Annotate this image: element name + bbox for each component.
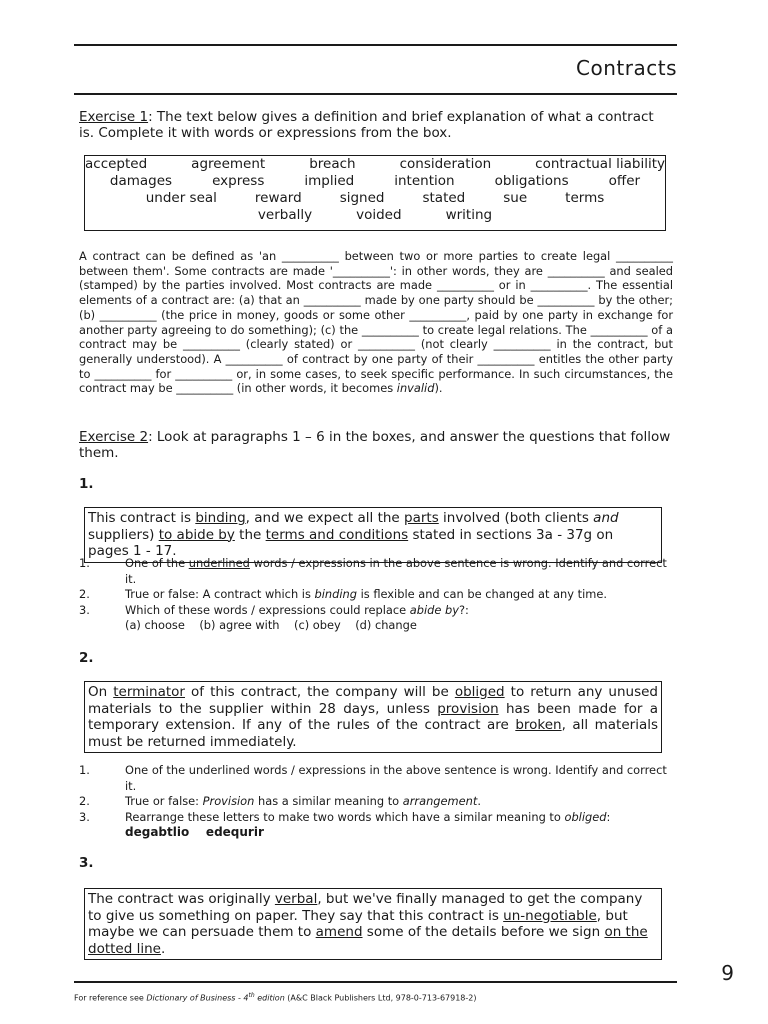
paragraph-box-2: On terminator of this contract, the company will be obliged to return any unused materials to the supplier within 28 days, unless provision has been made for a temporary extension. If any of the rules of the contract are broken, all materials must be returned immediately. bbox=[84, 681, 662, 753]
word: stated bbox=[422, 190, 466, 206]
word: intention bbox=[394, 173, 455, 189]
question-item: 2. True or false: A contract which is binding is flexible and can be changed at any time. bbox=[79, 587, 607, 601]
section-number-2: 2. bbox=[79, 650, 94, 666]
word: implied bbox=[304, 173, 355, 189]
word: obligations bbox=[494, 173, 569, 189]
word: breach bbox=[309, 156, 356, 172]
questions-2 bbox=[79, 763, 673, 841]
exercise1-instruction: Exercise 1: The text below gives a definition and brief explanation of what a contract is. Complete it with words or expressions from the box. bbox=[79, 109, 654, 141]
word: terms bbox=[565, 190, 605, 206]
word: writing bbox=[445, 207, 493, 223]
page-title: Contracts bbox=[576, 56, 677, 80]
word: reward bbox=[254, 190, 302, 206]
question-item: 3. Rearrange these letters to make two words which have a similar meaning to obliged: degabtlio edequrir bbox=[79, 809, 611, 839]
footer-rule bbox=[74, 981, 677, 983]
top-rule bbox=[74, 44, 677, 46]
word: under seal bbox=[145, 190, 217, 206]
word-box bbox=[84, 155, 666, 231]
question-item: 3. Which of these words / expressions could replace abide by?: (a) choose (b) agree with (c) obey (d) change bbox=[79, 602, 469, 632]
question-item: 1. One of the underlined words / expressions in the above sentence is wrong. Identify and correct it. bbox=[79, 763, 667, 793]
exercise1-gapfill-text: A contract can be defined as 'an __________ between two or more parties to create legal __________ between them'. Some contracts are made '__________': in other words, they are __________ and sealed (stamped) by the parties involved. Most contracts are made __________ or in __________. The essential elements of a contract are: (a) that an __________ made by one party should be __________ by the other; (b) __________ (the price in money, goods or some other __________, paid by one party in exchange for another party agreeing to do something); (c) the __________ to create legal relations. The __________ of a contract may be __________ (clearly stated) or __________ (not clearly __________ in the contract, but generally understood). A __________ of contract by one party of their __________ entitles the other party to __________ for __________ or, in some cases, to seek specific performance. In such circumstances, the contract may be __________ (in other words, it becomes invalid). bbox=[79, 249, 673, 396]
word: express bbox=[212, 173, 265, 189]
title-rule bbox=[74, 93, 677, 95]
answer-options: (a) choose (b) agree with (c) obey (d) change bbox=[125, 618, 417, 632]
question-item: 1. One of the underlined words / expressions in the above sentence is wrong. Identify and correct it. bbox=[79, 556, 667, 586]
questions-1 bbox=[79, 556, 673, 634]
word: damages bbox=[109, 173, 173, 189]
section-number-1: 1. bbox=[79, 476, 94, 492]
word: contractual liability bbox=[535, 156, 665, 172]
word: agreement bbox=[191, 156, 266, 172]
word-row-3 bbox=[85, 190, 665, 207]
word: offer bbox=[608, 173, 641, 189]
word: verbally bbox=[257, 207, 313, 223]
word: sue bbox=[503, 190, 528, 206]
paragraph-box-3: The contract was originally verbal, but we've finally managed to get the company to give us something on paper. They say that this contract is un-negotiable, but maybe we can persuade them to amend some of the details before we sign on the dotted line. bbox=[84, 888, 662, 960]
scrambled-words: degabtlio edequrir bbox=[125, 825, 264, 839]
word-row-2 bbox=[85, 173, 665, 190]
word-row-4 bbox=[85, 207, 665, 224]
paragraph-box-1: This contract is binding, and we expect all the parts involved (both clients and suppliers) to abide by the terms and conditions stated in sections 3a - 37g on pages 1 - 17. bbox=[84, 507, 662, 563]
word: signed bbox=[339, 190, 385, 206]
word: voided bbox=[356, 207, 402, 223]
word: accepted bbox=[85, 156, 148, 172]
page-number: 9 bbox=[721, 961, 734, 985]
section-number-3: 3. bbox=[79, 855, 94, 871]
word-row-1 bbox=[85, 156, 665, 173]
word: consideration bbox=[399, 156, 492, 172]
exercise2-label: Exercise 2 bbox=[79, 429, 149, 445]
exercise1-label: Exercise 1 bbox=[79, 109, 149, 125]
exercise2-instruction: Exercise 2: Look at paragraphs 1 – 6 in the boxes, and answer the questions that follow them. bbox=[79, 429, 671, 461]
question-item: 2. True or false: Provision has a similar meaning to arrangement. bbox=[79, 794, 481, 808]
footer-reference: For reference see Dictionary of Business - 4th edition (A&C Black Publishers Ltd, 978-0-713-67918-2) bbox=[74, 992, 477, 1003]
